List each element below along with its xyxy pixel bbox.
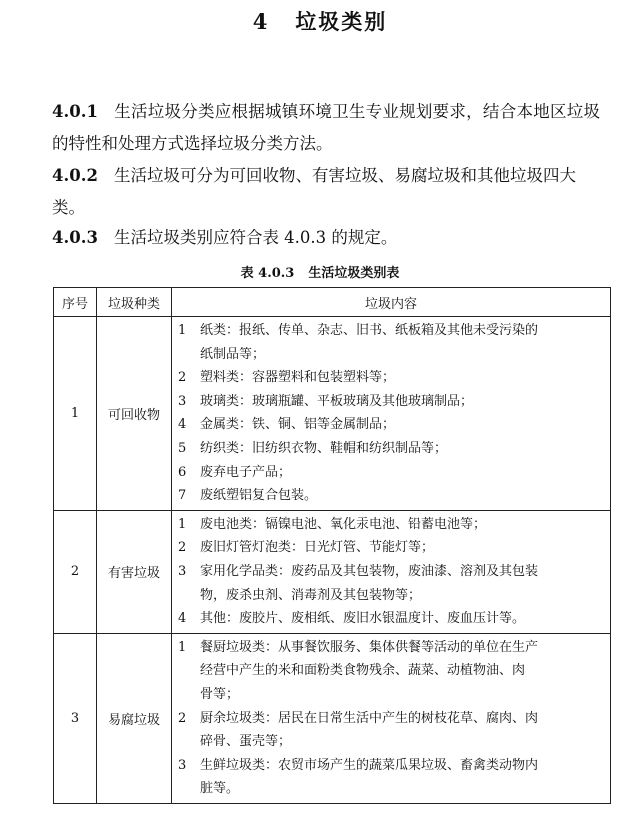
content-item-line: 骨等； — [200, 686, 240, 702]
table-caption-title: 生活垃圾类别表 — [308, 266, 400, 281]
chapter-number: 4 — [252, 9, 270, 34]
table-caption-number: 表 4.0.3 — [240, 266, 295, 281]
content-item-text — [200, 366, 604, 390]
content-item — [178, 707, 604, 754]
content-item — [178, 607, 604, 631]
header-garbage-type: 垃圾种类 — [97, 288, 172, 317]
row-garbage-content — [172, 633, 611, 803]
content-item-line: 其他：废胶片、废相纸、废旧水银温度计、废血压计等。 — [200, 611, 526, 627]
row-garbage-type: 易腐垃圾 — [97, 633, 172, 803]
content-item-text — [200, 560, 604, 607]
clause-4-0-1 — [52, 96, 600, 160]
content-item-line: 餐厨垃圾类：从事餐饮服务、集体供餐等活动的单位在生产 — [200, 639, 539, 655]
content-item-line: 生鲜垃圾类：农贸市场产生的蔬菜瓜果垃圾、畜禽类动物内 — [200, 757, 539, 773]
row-garbage-type: 有害垃圾 — [97, 510, 172, 633]
clause-text: 生活垃圾可分为可回收物、有害垃圾、易腐垃圾和其他垃圾四大类。 — [52, 166, 576, 217]
content-item — [178, 390, 604, 414]
row-garbage-type: 可回收物 — [97, 317, 172, 511]
header-garbage-content: 垃圾内容 — [172, 288, 611, 317]
content-item-text — [200, 754, 604, 801]
row-serial-number: 1 — [54, 317, 97, 511]
header-serial-number: 序号 — [54, 288, 97, 317]
content-item-line: 脏等。 — [200, 781, 240, 797]
content-item — [178, 437, 604, 461]
row-garbage-content — [172, 510, 611, 633]
content-item — [178, 484, 604, 508]
content-item-number: 4 — [178, 417, 187, 433]
content-item-line: 废电池类：镉镍电池、氧化汞电池、铅蓄电池等； — [200, 516, 487, 532]
content-item-line: 金属类：铁、铜、铝等金属制品； — [200, 417, 396, 433]
content-item-text — [200, 437, 604, 461]
content-item — [178, 536, 604, 560]
clause-number: 4.0.2 — [52, 166, 98, 185]
content-item-number: 2 — [178, 540, 187, 556]
content-item — [178, 754, 604, 801]
content-item-line: 纸制品等； — [200, 346, 266, 362]
content-item-line: 家用化学品类：废药品及其包装物，废油漆、溶剂及其包装 — [200, 563, 539, 579]
content-item-number: 2 — [178, 370, 187, 386]
content-item — [178, 560, 604, 607]
chapter-title — [0, 6, 640, 36]
content-item-line: 废旧灯管灯泡类：日光灯管、节能灯等； — [200, 540, 435, 556]
content-item-number: 2 — [178, 710, 187, 726]
content-item-line: 物，废杀虫剂、消毒剂及其包装物等； — [200, 587, 422, 603]
content-item-line: 塑料类：容器塑料和包装塑料等； — [200, 370, 396, 386]
content-item-line: 碎骨、蛋壳等； — [200, 734, 292, 750]
content-item-line: 纸类：报纸、传单、杂志、旧书、纸板箱及其他未受污染的 — [200, 323, 539, 338]
content-item-text — [200, 461, 604, 485]
content-item — [178, 366, 604, 390]
content-item-number: 1 — [178, 516, 187, 532]
garbage-category-table — [53, 287, 611, 804]
clause-4-0-3 — [52, 222, 600, 254]
content-item-line: 废弃电子产品； — [200, 464, 292, 480]
content-item-line: 纺织类：旧纺织衣物、鞋帽和纺织制品等； — [200, 440, 448, 456]
content-item-line: 经营中产生的米和面粉类食物残余、蔬菜、动植物油、肉 — [200, 663, 526, 679]
content-item-text — [200, 484, 604, 508]
clause-text: 生活垃圾类别应符合表 4.0.3 的规定。 — [113, 228, 398, 247]
clause-4-0-2 — [52, 160, 600, 224]
content-item-number: 4 — [178, 611, 187, 627]
table-header-row — [54, 288, 611, 317]
row-serial-number: 3 — [54, 633, 97, 803]
table-row — [54, 633, 611, 803]
content-item-text — [200, 319, 604, 366]
content-item-number: 3 — [178, 393, 187, 409]
table-row — [54, 317, 611, 511]
content-item-text — [200, 607, 604, 631]
content-item-number: 6 — [178, 464, 187, 480]
row-garbage-content — [172, 317, 611, 511]
content-item-text — [200, 636, 604, 707]
content-item-text — [200, 536, 604, 560]
content-item-line: 玻璃类：玻璃瓶罐、平板玻璃及其他玻璃制品； — [200, 393, 474, 409]
content-item-text — [200, 413, 604, 437]
chapter-title-text: 垃圾类别 — [295, 9, 388, 34]
content-item — [178, 461, 604, 485]
content-item-text — [200, 707, 604, 754]
clause-number: 4.0.3 — [52, 228, 98, 247]
table-caption — [0, 262, 640, 281]
content-item-number: 1 — [178, 639, 187, 655]
content-item-number: 5 — [178, 440, 187, 456]
clause-number: 4.0.1 — [52, 102, 98, 121]
content-item-line: 废纸塑铝复合包装。 — [200, 488, 318, 504]
table-row — [54, 510, 611, 633]
content-item-number: 3 — [178, 563, 187, 579]
clause-text: 生活垃圾分类应根据城镇环境卫生专业规划要求，结合本地区垃圾的特性和处理方式选择垃圾分类方法。 — [52, 102, 600, 153]
content-item-line: 厨余垃圾类：居民在日常生活中产生的树枝花草、腐肉、肉 — [200, 710, 539, 726]
content-item-text — [200, 513, 604, 537]
content-item — [178, 413, 604, 437]
content-item-number: 7 — [178, 488, 187, 504]
content-item — [178, 636, 604, 707]
content-item-text — [200, 390, 604, 414]
row-serial-number: 2 — [54, 510, 97, 633]
content-item-number: 1 — [178, 323, 187, 338]
content-item-number: 3 — [178, 757, 187, 773]
content-item — [178, 513, 604, 537]
content-item — [178, 319, 604, 366]
